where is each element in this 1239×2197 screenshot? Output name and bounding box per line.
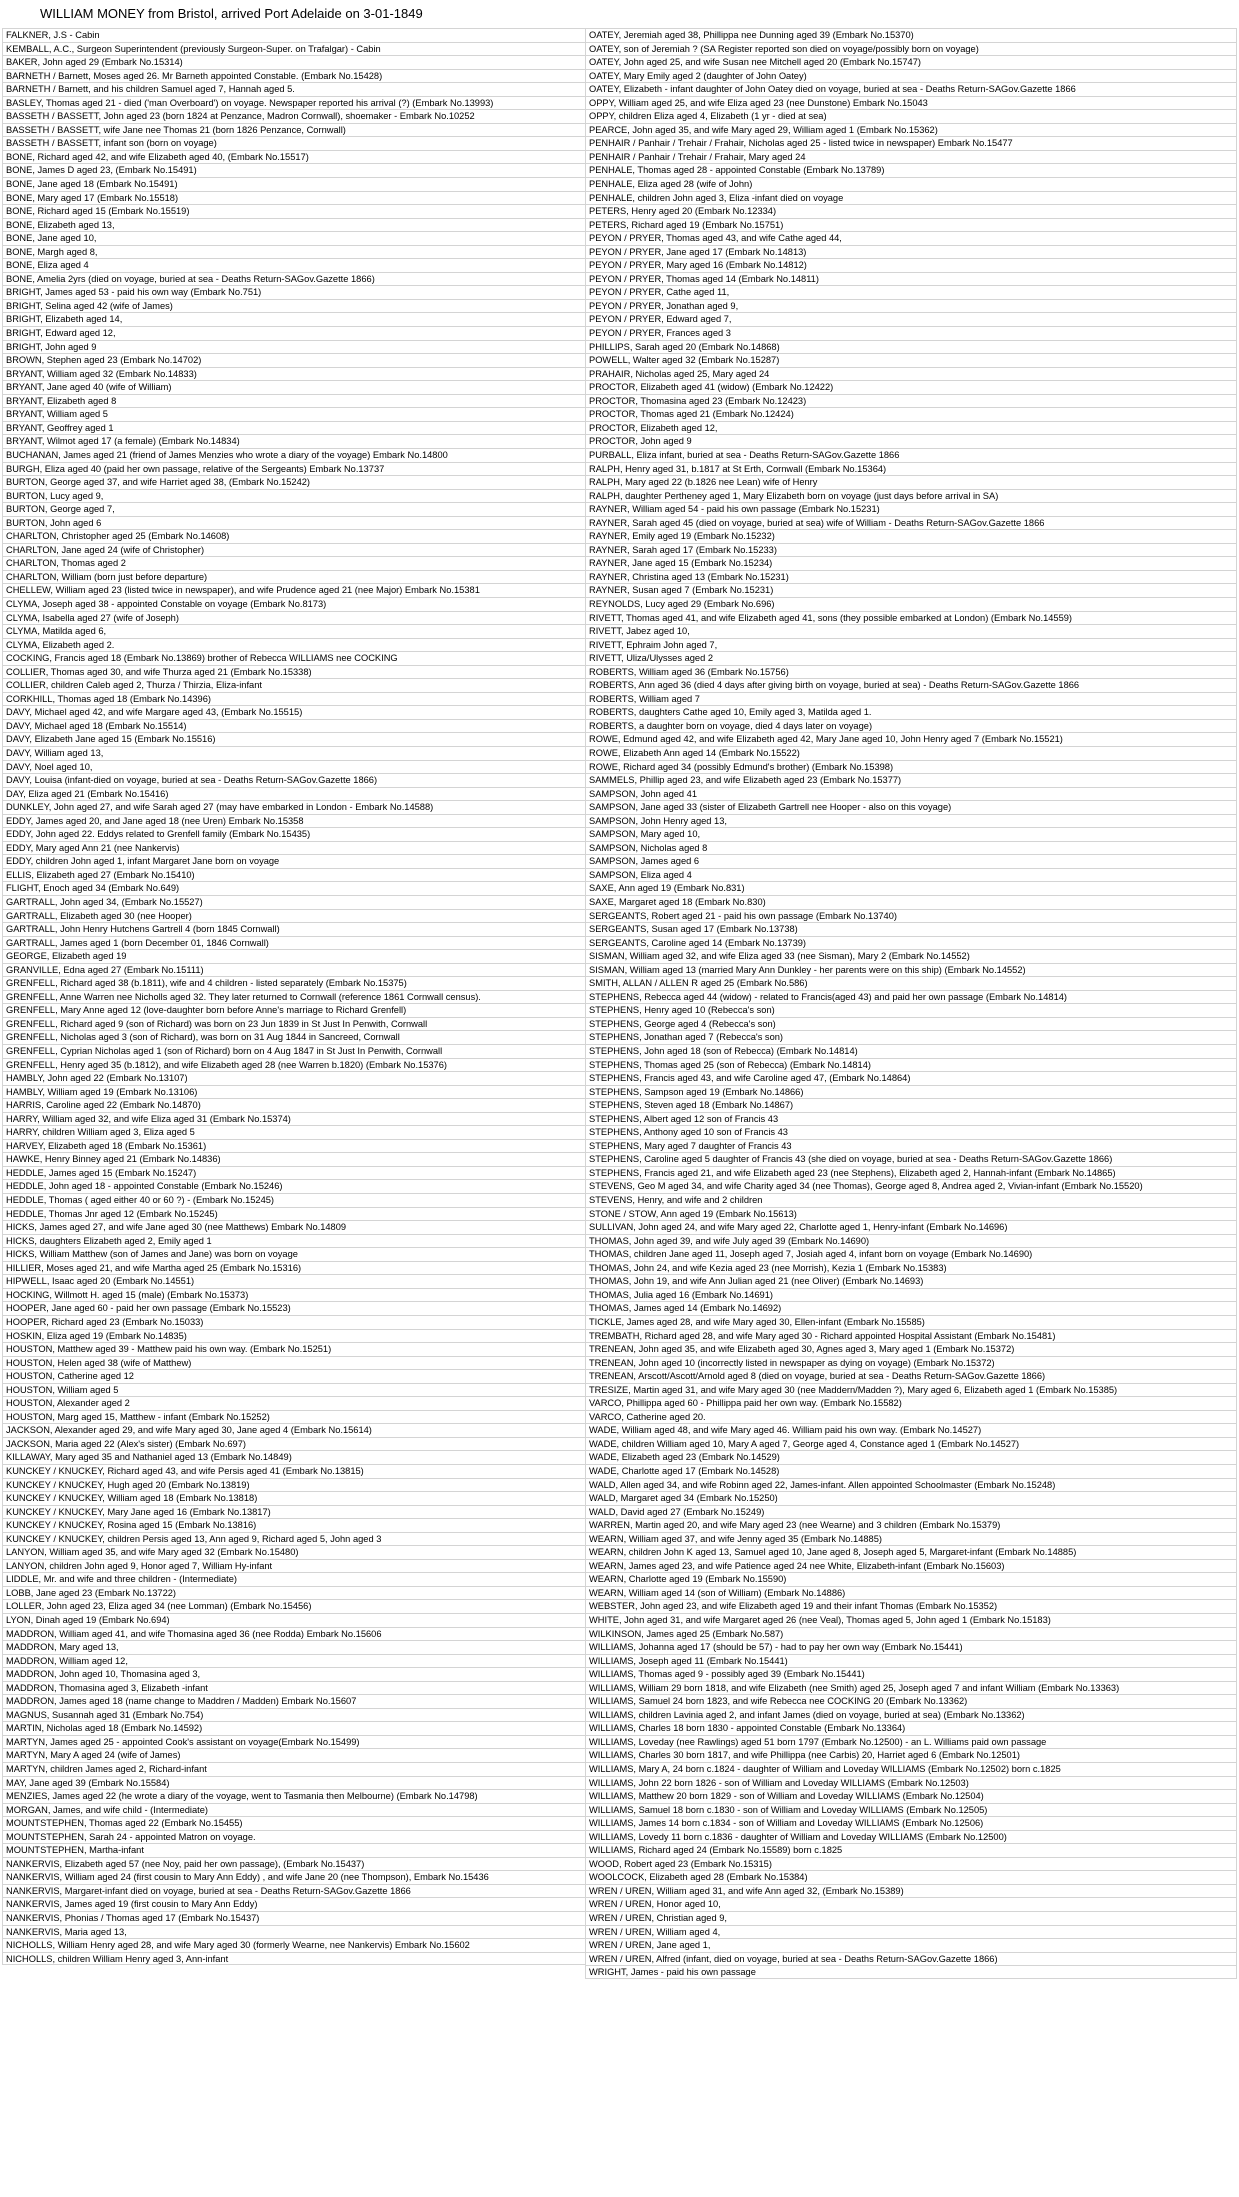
passenger-entry: REYNOLDS, Lucy aged 29 (Embark No.696) (585, 597, 1237, 611)
passenger-entry: WREN / UREN, Christian aged 9, (585, 1911, 1237, 1925)
passenger-entry: WILKINSON, James aged 25 (Embark No.587) (585, 1627, 1237, 1641)
passenger-entry: EDDY, Mary aged Ann 21 (nee Nankervis) (2, 841, 586, 855)
passenger-entry: BRYANT, Wilmot aged 17 (a female) (Embark No.14834) (2, 434, 586, 448)
passenger-entry: PEYON / PRYER, Mary aged 16 (Embark No.14812) (585, 258, 1237, 272)
passenger-entry: HOSKIN, Eliza aged 19 (Embark No.14835) (2, 1329, 586, 1343)
passenger-entry: BASSETH / BASSETT, infant son (born on voyage) (2, 136, 586, 150)
passenger-entry: HOCKING, Willmott H. aged 15 (male) (Embark No.15373) (2, 1288, 586, 1302)
passenger-entry: STEPHENS, Henry aged 10 (Rebecca's son) (585, 1003, 1237, 1017)
passenger-entry: POWELL, Walter aged 32 (Embark No.15287) (585, 353, 1237, 367)
passenger-entry: HARRY, children William aged 3, Eliza aged 5 (2, 1125, 586, 1139)
passenger-entry: STEPHENS, George aged 4 (Rebecca's son) (585, 1017, 1237, 1031)
passenger-entry: GRENFELL, Mary Anne aged 12 (love-daughter born before Anne's marriage to Richard Grenfell) (2, 1003, 586, 1017)
passenger-list-right (585, 28, 1237, 1979)
passenger-entry: BURTON, George aged 37, and wife Harriet aged 38, (Embark No.15242) (2, 475, 586, 489)
passenger-entry: DAVY, Elizabeth Jane aged 15 (Embark No.15516) (2, 732, 586, 746)
passenger-entry: NANKERVIS, Margaret-infant died on voyage, buried at sea - Deaths Return-SAGov.Gazette 1866 (2, 1884, 586, 1898)
passenger-entry: KUNCKEY / KNUCKEY, Hugh aged 20 (Embark No.13819) (2, 1478, 586, 1492)
passenger-entry: BROWN, Stephen aged 23 (Embark No.14702) (2, 353, 586, 367)
passenger-entry: PENHAIR / Panhair / Trehair / Frahair, Mary aged 24 (585, 150, 1237, 164)
passenger-entry: PENHALE, children John aged 3, Eliza -infant died on voyage (585, 191, 1237, 205)
passenger-entry: WILLIAMS, Matthew 20 born 1829 - son of William and Loveday WILLIAMS (Embark No.12504) (585, 1789, 1237, 1803)
passenger-entry: WOOD, Robert aged 23 (Embark No.15315) (585, 1857, 1237, 1871)
passenger-entry: CLYMA, Isabella aged 27 (wife of Joseph) (2, 611, 586, 625)
passenger-entry: PETERS, Henry aged 20 (Embark No.12334) (585, 204, 1237, 218)
passenger-entry: THOMAS, children Jane aged 11, Joseph aged 7, Josiah aged 4, infant born on voyage (Embark No.14690) (585, 1247, 1237, 1261)
passenger-entry: EDDY, John aged 22. Eddys related to Grenfell family (Embark No.15435) (2, 827, 586, 841)
passenger-entry: VARCO, Phillippa aged 60 - Phillippa paid her own way. (Embark No.15582) (585, 1396, 1237, 1410)
passenger-entry: SAMPSON, Eliza aged 4 (585, 868, 1237, 882)
passenger-entry: OPPY, William aged 25, and wife Eliza aged 23 (nee Dunstone) Embark No.15043 (585, 96, 1237, 110)
passenger-entry: OATEY, John aged 25, and wife Susan nee Mitchell aged 20 (Embark No.15747) (585, 55, 1237, 69)
passenger-entry: STEVENS, Geo M aged 34, and wife Charity aged 34 (nee Thomas), George aged 8, Andrea aged 2, Vivian-infant (Embark No.15520) (585, 1179, 1237, 1193)
passenger-entry: BONE, Eliza aged 4 (2, 258, 586, 272)
passenger-entry: BURGH, Eliza aged 40 (paid her own passage, relative of the Sergeants) Embark No.13737 (2, 462, 586, 476)
passenger-entry: WREN / UREN, Alfred (infant, died on voyage, buried at sea - Deaths Return-SAGov.Gazette 1866) (585, 1952, 1237, 1966)
passenger-entry: BRIGHT, John aged 9 (2, 340, 586, 354)
passenger-entry: CLYMA, Matilda aged 6, (2, 624, 586, 638)
passenger-entry: EDDY, James aged 20, and Jane aged 18 (nee Uren) Embark No.15358 (2, 814, 586, 828)
passenger-entry: MADDRON, William aged 12, (2, 1654, 586, 1668)
passenger-entry: COLLIER, Thomas aged 30, and wife Thurza aged 21 (Embark No.15338) (2, 665, 586, 679)
passenger-entry: BONE, Mary aged 17 (Embark No.15518) (2, 191, 586, 205)
passenger-entry: SERGEANTS, Robert aged 21 - paid his own passage (Embark No.13740) (585, 909, 1237, 923)
passenger-entry: PENHALE, Eliza aged 28 (wife of John) (585, 177, 1237, 191)
passenger-entry: HOUSTON, Marg aged 15, Matthew - infant (Embark No.15252) (2, 1410, 586, 1424)
passenger-entry: BRIGHT, James aged 53 - paid his own way (Embark No.751) (2, 285, 586, 299)
passenger-entry: COCKING, Francis aged 18 (Embark No.13869) brother of Rebecca WILLIAMS nee COCKING (2, 651, 586, 665)
passenger-entry: ROBERTS, William aged 36 (Embark No.15756) (585, 665, 1237, 679)
passenger-entry: WILLIAMS, Charles 30 born 1817, and wife Phillippa (nee Carbis) 20, Harriet aged 6 (Embark No.12501) (585, 1748, 1237, 1762)
passenger-entry: GRENFELL, Nicholas aged 3 (son of Richard), was born on 31 Aug 1844 in Sancreed, Cornwall (2, 1030, 586, 1044)
passenger-entry: SAMPSON, Jane aged 33 (sister of Elizabeth Gartrell nee Hooper - also on this voyage) (585, 800, 1237, 814)
passenger-entry: LYON, Dinah aged 19 (Embark No.694) (2, 1613, 586, 1627)
passenger-entry: BRYANT, William aged 32 (Embark No.14833) (2, 367, 586, 381)
passenger-entry: PENHAIR / Panhair / Trehair / Frahair, Nicholas aged 25 - listed twice in newspaper) Embark No.15477 (585, 136, 1237, 150)
passenger-entry: PEYON / PRYER, Jonathan aged 9, (585, 299, 1237, 313)
passenger-entry: DAVY, Michael aged 42, and wife Margare aged 43, (Embark No.15515) (2, 705, 586, 719)
passenger-entry: BURTON, George aged 7, (2, 502, 586, 516)
passenger-entry: WADE, children William aged 10, Mary A aged 7, George aged 4, Constance aged 1 (Embark No.14527) (585, 1437, 1237, 1451)
passenger-entry: MAGNUS, Susannah aged 31 (Embark No.754) (2, 1708, 586, 1722)
passenger-entry: RIVETT, Jabez aged 10, (585, 624, 1237, 638)
passenger-entry: LIDDLE, Mr. and wife and three children - (Intermediate) (2, 1572, 586, 1586)
passenger-entry: BONE, Richard aged 15 (Embark No.15519) (2, 204, 586, 218)
passenger-list-left (2, 28, 586, 1965)
passenger-entry: VARCO, Catherine aged 20. (585, 1410, 1237, 1424)
passenger-entry: BRYANT, Jane aged 40 (wife of William) (2, 380, 586, 394)
passenger-entry: BONE, Jane aged 18 (Embark No.15491) (2, 177, 586, 191)
passenger-entry: OATEY, Mary Emily aged 2 (daughter of John Oatey) (585, 69, 1237, 83)
passenger-entry: STEPHENS, Francis aged 21, and wife Elizabeth aged 23 (nee Stephens), Elizabeth aged 2, Hannah-infant (Embark No.14865) (585, 1166, 1237, 1180)
passenger-entry: CHARLTON, Jane aged 24 (wife of Christopher) (2, 543, 586, 557)
passenger-entry: KUNCKEY / KNUCKEY, Rosina aged 15 (Embark No.13816) (2, 1518, 586, 1532)
passenger-entry: JACKSON, Maria aged 22 (Alex's sister) (Embark No.697) (2, 1437, 586, 1451)
passenger-entry: OATEY, Jeremiah aged 38, Phillippa nee Dunning aged 39 (Embark No.15370) (585, 28, 1237, 42)
passenger-entry: NANKERVIS, Phonias / Thomas aged 17 (Embark No.15437) (2, 1911, 586, 1925)
passenger-entry: WILLIAMS, Samuel 18 born c.1830 - son of William and Loveday WILLIAMS (Embark No.12505) (585, 1803, 1237, 1817)
passenger-entry: THOMAS, Julia aged 16 (Embark No.14691) (585, 1288, 1237, 1302)
passenger-entry: WILLIAMS, John 22 born 1826 - son of William and Loveday WILLIAMS (Embark No.12503) (585, 1776, 1237, 1790)
page-title: WILLIAM MONEY from Bristol, arrived Port Adelaide on 3-01-1849 (40, 6, 423, 21)
passenger-entry: THOMAS, John aged 39, and wife July aged 39 (Embark No.14690) (585, 1234, 1237, 1248)
passenger-entry: WILLIAMS, children Lavinia aged 2, and infant James (died on voyage, buried at sea) (Embark No.13362) (585, 1708, 1237, 1722)
passenger-entry: HAMBLY, William aged 19 (Embark No.13106) (2, 1085, 586, 1099)
passenger-entry: PROCTOR, John aged 9 (585, 434, 1237, 448)
passenger-entry: THOMAS, John 19, and wife Ann Julian aged 21 (nee Oliver) (Embark No.14693) (585, 1274, 1237, 1288)
passenger-entry: DAVY, Louisa (infant-died on voyage, buried at sea - Deaths Return-SAGov.Gazette 1866) (2, 773, 586, 787)
passenger-entry: LANYON, William aged 35, and wife Mary aged 32 (Embark No.15480) (2, 1545, 586, 1559)
passenger-entry: PROCTOR, Thomasina aged 23 (Embark No.12423) (585, 394, 1237, 408)
passenger-entry: MENZIES, James aged 22 (he wrote a diary of the voyage, went to Tasmania then Melbourne) (Embark No.14798) (2, 1789, 586, 1803)
passenger-entry: WOOLCOCK, Elizabeth aged 28 (Embark No.15384) (585, 1870, 1237, 1884)
passenger-entry: CHELLEW, William aged 23 (listed twice in newspaper), and wife Prudence aged 21 (nee Major) Embark No.15381 (2, 583, 586, 597)
passenger-entry: STEPHENS, Caroline aged 5 daughter of Francis 43 (she died on voyage, buried at sea - Deaths Return-SAGov.Gazette 1866) (585, 1152, 1237, 1166)
passenger-entry: HICKS, James aged 27, and wife Jane aged 30 (nee Matthews) Embark No.14809 (2, 1220, 586, 1234)
passenger-entry: PETERS, Richard aged 19 (Embark No.15751) (585, 218, 1237, 232)
passenger-entry: MADDRON, Mary aged 13, (2, 1640, 586, 1654)
passenger-entry: NANKERVIS, Elizabeth aged 57 (nee Noy, paid her own passage), (Embark No.15437) (2, 1857, 586, 1871)
passenger-entry: CORKHILL, Thomas aged 18 (Embark No.14396) (2, 692, 586, 706)
passenger-entry: WREN / UREN, Honor aged 10, (585, 1897, 1237, 1911)
passenger-entry: SAXE, Margaret aged 18 (Embark No.830) (585, 895, 1237, 909)
passenger-entry: WEARN, William aged 37, and wife Jenny aged 35 (Embark No.14885) (585, 1532, 1237, 1546)
passenger-entry: RALPH, daughter Pertheney aged 1, Mary Elizabeth born on voyage (just days before arrival in SA) (585, 489, 1237, 503)
passenger-entry: ROBERTS, William aged 7 (585, 692, 1237, 706)
passenger-entry: NICHOLLS, children William Henry aged 3, Ann-infant (2, 1952, 586, 1966)
passenger-entry: GRENFELL, Anne Warren nee Nicholls aged 32. They later returned to Cornwall (reference 1861 Cornwall census). (2, 990, 586, 1004)
passenger-entry: GEORGE, Elizabeth aged 19 (2, 949, 586, 963)
passenger-entry: MOUNTSTEPHEN, Sarah 24 - appointed Matron on voyage. (2, 1830, 586, 1844)
passenger-entry: TRENEAN, John aged 10 (incorrectly listed in newspaper as dying on voyage) (Embark No.15372) (585, 1356, 1237, 1370)
passenger-entry: HEDDLE, Thomas ( aged either 40 or 60 ?) - (Embark No.15245) (2, 1193, 586, 1207)
passenger-entry: WREN / UREN, William aged 31, and wife Ann aged 32, (Embark No.15389) (585, 1884, 1237, 1898)
passenger-entry: CHARLTON, Thomas aged 2 (2, 556, 586, 570)
passenger-entry: KUNCKEY / KNUCKEY, Mary Jane aged 16 (Embark No.13817) (2, 1505, 586, 1519)
passenger-entry: BARNETH / Barnett, Moses aged 26. Mr Barneth appointed Constable. (Embark No.15428) (2, 69, 586, 83)
passenger-entry: WRIGHT, James - paid his own passage (585, 1965, 1237, 1979)
passenger-entry: HARVEY, Elizabeth aged 18 (Embark No.15361) (2, 1139, 586, 1153)
passenger-entry: STEPHENS, John aged 18 (son of Rebecca) (Embark No.14814) (585, 1044, 1237, 1058)
passenger-entry: ROWE, Richard aged 34 (possibly Edmund's brother) (Embark No.15398) (585, 760, 1237, 774)
passenger-entry: KUNCKEY / KNUCKEY, Richard aged 43, and wife Persis aged 41 (Embark No.13815) (2, 1464, 586, 1478)
passenger-entry: WILLIAMS, Mary A, 24 born c.1824 - daughter of William and Loveday WILLIAMS (Embark No.12502) born c.1825 (585, 1762, 1237, 1776)
passenger-entry: CLYMA, Elizabeth aged 2. (2, 638, 586, 652)
passenger-entry: THOMAS, James aged 14 (Embark No.14692) (585, 1301, 1237, 1315)
passenger-entry: WEBSTER, John aged 23, and wife Elizabeth aged 19 and their infant Thomas (Embark No.15352) (585, 1599, 1237, 1613)
passenger-entry: NANKERVIS, James aged 19 (first cousin to Mary Ann Eddy) (2, 1897, 586, 1911)
passenger-entry: CLYMA, Joseph aged 38 - appointed Constable on voyage (Embark No.8173) (2, 597, 586, 611)
passenger-entry: TICKLE, James aged 28, and wife Mary aged 30, Ellen-infant (Embark No.15585) (585, 1315, 1237, 1329)
passenger-entry: STEPHENS, Albert aged 12 son of Francis 43 (585, 1112, 1237, 1126)
passenger-entry: BARNETH / Barnett, and his children Samuel aged 7, Hannah aged 5. (2, 82, 586, 96)
passenger-entry: WILLIAMS, Lovedy 11 born c.1836 - daughter of William and Loveday WILLIAMS (Embark No.12500) (585, 1830, 1237, 1844)
passenger-entry: OATEY, son of Jeremiah ? (SA Register reported son died on voyage/possibly born on voyage) (585, 42, 1237, 56)
passenger-entry: ELLIS, Elizabeth aged 27 (Embark No.15410) (2, 868, 586, 882)
passenger-entry: STEPHENS, Thomas aged 25 (son of Rebecca) (Embark No.14814) (585, 1058, 1237, 1072)
passenger-entry: RAYNER, Christina aged 13 (Embark No.15231) (585, 570, 1237, 584)
passenger-entry: DAVY, Michael aged 18 (Embark No.15514) (2, 719, 586, 733)
passenger-entry: WILLIAMS, Joseph aged 11 (Embark No.15441) (585, 1654, 1237, 1668)
passenger-entry: WEARN, William aged 14 (son of William) (Embark No.14886) (585, 1586, 1237, 1600)
passenger-entry: PEYON / PRYER, Thomas aged 14 (Embark No.14811) (585, 272, 1237, 286)
passenger-entry: WILLIAMS, Johanna aged 17 (should be 57) - had to pay her own way (Embark No.15441) (585, 1640, 1237, 1654)
passenger-entry: BRYANT, Geoffrey aged 1 (2, 421, 586, 435)
passenger-entry: WARREN, Martin aged 20, and wife Mary aged 23 (nee Wearne) and 3 children (Embark No.15379) (585, 1518, 1237, 1532)
passenger-entry: PHILLIPS, Sarah aged 20 (Embark No.14868) (585, 340, 1237, 354)
passenger-entry: RAYNER, Sarah aged 17 (Embark No.15233) (585, 543, 1237, 557)
passenger-entry: BONE, Richard aged 42, and wife Elizabeth aged 40, (Embark No.15517) (2, 150, 586, 164)
passenger-entry: BASSETH / BASSETT, wife Jane nee Thomas 21 (born 1826 Penzance, Cornwall) (2, 123, 586, 137)
passenger-entry: PENHALE, Thomas aged 28 - appointed Constable (Embark No.13789) (585, 163, 1237, 177)
passenger-entry: OPPY, children Eliza aged 4, Elizabeth (1 yr - died at sea) (585, 109, 1237, 123)
passenger-entry: TRENEAN, John aged 35, and wife Elizabeth aged 30, Agnes aged 3, Mary aged 1 (Embark No.15372) (585, 1342, 1237, 1356)
passenger-entry: PRAHAIR, Nicholas aged 25, Mary aged 24 (585, 367, 1237, 381)
passenger-entry: ROBERTS, daughters Cathe aged 10, Emily aged 3, Matilda aged 1. (585, 705, 1237, 719)
passenger-entry: BASLEY, Thomas aged 21 - died ('man Overboard') on voyage. Newspaper reported his arrival (?) (Embark No.13993) (2, 96, 586, 110)
passenger-entry: MARTYN, children James aged 2, Richard-infant (2, 1762, 586, 1776)
passenger-entry: WREN / UREN, William aged 4, (585, 1925, 1237, 1939)
passenger-entry: JACKSON, Alexander aged 29, and wife Mary aged 30, Jane aged 4 (Embark No.15614) (2, 1423, 586, 1437)
passenger-entry: STEPHENS, Steven aged 18 (Embark No.14867) (585, 1098, 1237, 1112)
passenger-entry: BRIGHT, Elizabeth aged 14, (2, 312, 586, 326)
passenger-entry: WADE, Charlotte aged 17 (Embark No.14528) (585, 1464, 1237, 1478)
passenger-entry: STEPHENS, Sampson aged 19 (Embark No.14866) (585, 1085, 1237, 1099)
passenger-entry: WALD, Margaret aged 34 (Embark No.15250) (585, 1491, 1237, 1505)
passenger-entry: RAYNER, Emily aged 19 (Embark No.15232) (585, 529, 1237, 543)
passenger-entry: OATEY, Elizabeth - infant daughter of John Oatey died on voyage, buried at sea - Deaths Return-SAGov.Gazette 1866 (585, 82, 1237, 96)
passenger-entry: SERGEANTS, Susan aged 17 (Embark No.13738) (585, 922, 1237, 936)
passenger-entry: BRYANT, William aged 5 (2, 407, 586, 421)
passenger-entry: HOUSTON, Helen aged 38 (wife of Matthew) (2, 1356, 586, 1370)
passenger-entry: HEDDLE, James aged 15 (Embark No.15247) (2, 1166, 586, 1180)
passenger-entry: SAMPSON, Mary aged 10, (585, 827, 1237, 841)
passenger-entry: PEYON / PRYER, Frances aged 3 (585, 326, 1237, 340)
passenger-entry: WADE, William aged 48, and wife Mary aged 46. William paid his own way. (Embark No.14527) (585, 1423, 1237, 1437)
passenger-entry: HIPWELL, Isaac aged 20 (Embark No.14551) (2, 1274, 586, 1288)
passenger-entry: TREMBATH, Richard aged 28, and wife Mary aged 30 - Richard appointed Hospital Assistant (Embark No.15481) (585, 1329, 1237, 1343)
passenger-entry: PEARCE, John aged 35, and wife Mary aged 29, William aged 1 (Embark No.15362) (585, 123, 1237, 137)
passenger-entry: HARRIS, Caroline aged 22 (Embark No.14870) (2, 1098, 586, 1112)
passenger-entry: WILLIAMS, Thomas aged 9 - possibly aged 39 (Embark No.15441) (585, 1667, 1237, 1681)
passenger-entry: STEVENS, Henry, and wife and 2 children (585, 1193, 1237, 1207)
passenger-entry: STEPHENS, Francis aged 43, and wife Caroline aged 47, (Embark No.14864) (585, 1071, 1237, 1085)
passenger-entry: BONE, James D aged 23, (Embark No.15491) (2, 163, 586, 177)
passenger-entry: WREN / UREN, Jane aged 1, (585, 1938, 1237, 1952)
passenger-entry: GARTRALL, John Henry Hutchens Gartrell 4 (born 1845 Cornwall) (2, 922, 586, 936)
passenger-entry: CHARLTON, William (born just before departure) (2, 570, 586, 584)
passenger-entry: HICKS, William Matthew (son of James and Jane) was born on voyage (2, 1247, 586, 1261)
passenger-entry: PEYON / PRYER, Cathe aged 11, (585, 285, 1237, 299)
passenger-entry: STEPHENS, Rebecca aged 44 (widow) - related to Francis(aged 43) and paid her own passage (Embark No.14814) (585, 990, 1237, 1004)
passenger-entry: GRENFELL, Cyprian Nicholas aged 1 (son of Richard) born on 4 Aug 1847 in St Just In Penwith, Cornwall (2, 1044, 586, 1058)
passenger-entry: SAXE, Ann aged 19 (Embark No.831) (585, 881, 1237, 895)
passenger-entry: PROCTOR, Elizabeth aged 12, (585, 421, 1237, 435)
passenger-entry: GARTRALL, John aged 34, (Embark No.15527) (2, 895, 586, 909)
passenger-entry: NANKERVIS, William aged 24 (first cousin to Mary Ann Eddy) , and wife Jane 20 (nee Thompson), Embark No.15436 (2, 1870, 586, 1884)
passenger-entry: HOOPER, Jane aged 60 - paid her own passage (Embark No.15523) (2, 1301, 586, 1315)
passenger-entry: LOLLER, John aged 23, Eliza aged 34 (nee Lomman) (Embark No.15456) (2, 1599, 586, 1613)
passenger-entry: DAVY, Noel aged 10, (2, 760, 586, 774)
passenger-entry: EDDY, children John aged 1, infant Margaret Jane born on voyage (2, 854, 586, 868)
passenger-entry: STONE / STOW, Ann aged 19 (Embark No.15613) (585, 1207, 1237, 1221)
passenger-entry: WEARN, children John K aged 13, Samuel aged 10, Jane aged 8, Joseph aged 5, Margaret-infant (Embark No.14885) (585, 1545, 1237, 1559)
passenger-entry: HICKS, daughters Elizabeth aged 2, Emily aged 1 (2, 1234, 586, 1248)
passenger-entry: HILLIER, Moses aged 21, and wife Martha aged 25 (Embark No.15316) (2, 1261, 586, 1275)
passenger-entry: BASSETH / BASSETT, John aged 23 (born 1824 at Penzance, Madron Cornwall), shoemaker - Embark No.10252 (2, 109, 586, 123)
passenger-entry: TRENEAN, Arscott/Ascott/Arnold aged 8 (died on voyage, buried at sea - Deaths Return-SAGov.Gazette 1866) (585, 1369, 1237, 1383)
passenger-entry: RAYNER, Sarah aged 45 (died on voyage, buried at sea) wife of William - Deaths Return-SAGov.Gazette 1866 (585, 516, 1237, 530)
passenger-entry: KILLAWAY, Mary aged 35 and Nathaniel aged 13 (Embark No.14849) (2, 1450, 586, 1464)
passenger-entry: MADDRON, William aged 41, and wife Thomasina aged 36 (nee Rodda) Embark No.15606 (2, 1627, 586, 1641)
passenger-entry: HAWKE, Henry Binney aged 21 (Embark No.14836) (2, 1152, 586, 1166)
passenger-entry: STEPHENS, Mary aged 7 daughter of Francis 43 (585, 1139, 1237, 1153)
passenger-entry: BRYANT, Elizabeth aged 8 (2, 394, 586, 408)
passenger-entry: KUNCKEY / KNUCKEY, children Persis aged 13, Ann aged 9, Richard aged 5, John aged 3 (2, 1532, 586, 1546)
passenger-entry: BRIGHT, Selina aged 42 (wife of James) (2, 299, 586, 313)
passenger-entry: ROBERTS, Ann aged 36 (died 4 days after giving birth on voyage, buried at sea) - Deaths Return-SAGov.Gazette 1866 (585, 678, 1237, 692)
passenger-entry: WEARN, James aged 23, and wife Patience aged 24 nee White, Elizabeth-infant (Embark No.15603) (585, 1559, 1237, 1573)
passenger-entry: RAYNER, Susan aged 7 (Embark No.15231) (585, 583, 1237, 597)
passenger-entry: LOBB, Jane aged 23 (Embark No.13722) (2, 1586, 586, 1600)
passenger-entry: WHITE, John aged 31, and wife Margaret aged 26 (nee Veal), Thomas aged 5, John aged 1 (Embark No.15183) (585, 1613, 1237, 1627)
passenger-entry: HEDDLE, John aged 18 - appointed Constable (Embark No.15246) (2, 1179, 586, 1193)
passenger-entry: LANYON, children John aged 9, Honor aged 7, William Hy-infant (2, 1559, 586, 1573)
passenger-entry: MORGAN, James, and wife child - (Intermediate) (2, 1803, 586, 1817)
passenger-entry: PROCTOR, Thomas aged 21 (Embark No.12424) (585, 407, 1237, 421)
passenger-entry: THOMAS, John 24, and wife Kezia aged 23 (nee Morrish), Kezia 1 (Embark No.15383) (585, 1261, 1237, 1275)
passenger-entry: RIVETT, Ephraim John aged 7, (585, 638, 1237, 652)
passenger-entry: ROWE, Elizabeth Ann aged 14 (Embark No.15522) (585, 746, 1237, 760)
passenger-entry: KUNCKEY / KNUCKEY, William aged 18 (Embark No.13818) (2, 1491, 586, 1505)
passenger-entry: BONE, Jane aged 10, (2, 231, 586, 245)
passenger-entry: SULLIVAN, John aged 24, and wife Mary aged 22, Charlotte aged 1, Henry-infant (Embark No.14696) (585, 1220, 1237, 1234)
passenger-entry: WALD, Allen aged 34, and wife Robinn aged 22, James-infant. Allen appointed Schoolmaster (Embark No.15248) (585, 1478, 1237, 1492)
passenger-entry: SISMAN, William aged 13 (married Mary Ann Dunkley - her parents were on this ship) (Embark No.14552) (585, 963, 1237, 977)
passenger-entry: HAMBLY, John aged 22 (Embark No.13107) (2, 1071, 586, 1085)
passenger-entry: SAMPSON, John Henry aged 13, (585, 814, 1237, 828)
passenger-entry: HOUSTON, Catherine aged 12 (2, 1369, 586, 1383)
passenger-entry: FLIGHT, Enoch aged 34 (Embark No.649) (2, 881, 586, 895)
passenger-entry: WILLIAMS, Charles 18 born 1830 - appointed Constable (Embark No.13364) (585, 1721, 1237, 1735)
passenger-entry: CHARLTON, Christopher aged 25 (Embark No.14608) (2, 529, 586, 543)
passenger-entry: STEPHENS, Anthony aged 10 son of Francis 43 (585, 1125, 1237, 1139)
passenger-entry: STEPHENS, Jonathan aged 7 (Rebecca's son) (585, 1030, 1237, 1044)
passenger-entry: HOOPER, Richard aged 23 (Embark No.15033) (2, 1315, 586, 1329)
passenger-entry: BONE, Elizabeth aged 13, (2, 218, 586, 232)
passenger-entry: SAMPSON, John aged 41 (585, 787, 1237, 801)
passenger-entry: HOUSTON, William aged 5 (2, 1383, 586, 1397)
passenger-entry: BRIGHT, Edward aged 12, (2, 326, 586, 340)
passenger-entry: MAY, Jane aged 39 (Embark No.15584) (2, 1776, 586, 1790)
passenger-entry: GRENFELL, Richard aged 9 (son of Richard) was born on 23 Jun 1839 in St Just In Penwith, Cornwall (2, 1017, 586, 1031)
passenger-entry: BURTON, John aged 6 (2, 516, 586, 530)
passenger-entry: BONE, Margh aged 8, (2, 245, 586, 259)
passenger-entry: SAMPSON, Nicholas aged 8 (585, 841, 1237, 855)
passenger-entry: WILLIAMS, Samuel 24 born 1823, and wife Rebecca nee COCKING 20 (Embark No.13362) (585, 1694, 1237, 1708)
passenger-entry: HOUSTON, Matthew aged 39 - Matthew paid his own way. (Embark No.15251) (2, 1342, 586, 1356)
passenger-entry: PEYON / PRYER, Jane aged 17 (Embark No.14813) (585, 245, 1237, 259)
passenger-entry: PEYON / PRYER, Edward aged 7, (585, 312, 1237, 326)
passenger-entry: WILLIAMS, Loveday (nee Rawlings) aged 51 born 1797 (Embark No.12500) - an L. Williams paid own passage (585, 1735, 1237, 1749)
passenger-entry: SMITH, ALLAN / ALLEN R aged 25 (Embark No.586) (585, 976, 1237, 990)
passenger-entry: WILLIAMS, James 14 born c.1834 - son of William and Loveday WILLIAMS (Embark No.12506) (585, 1816, 1237, 1830)
passenger-entry: WEARN, Charlotte aged 19 (Embark No.15590) (585, 1572, 1237, 1586)
passenger-entry: RALPH, Henry aged 31, b.1817 at St Erth, Cornwall (Embark No.15364) (585, 462, 1237, 476)
passenger-entry: RALPH, Mary aged 22 (b.1826 nee Lean) wife of Henry (585, 475, 1237, 489)
passenger-entry: WALD, David aged 27 (Embark No.15249) (585, 1505, 1237, 1519)
passenger-entry: COLLIER, children Caleb aged 2, Thurza / Thirzia, Eliza-infant (2, 678, 586, 692)
passenger-entry: WILLIAMS, William 29 born 1818, and wife Elizabeth (nee Smith) aged 25, Joseph aged 7 and infant William (Embark No.13363) (585, 1681, 1237, 1695)
passenger-entry: RAYNER, William aged 54 - paid his own passage (Embark No.15231) (585, 502, 1237, 516)
passenger-entry: NICHOLLS, William Henry aged 28, and wife Mary aged 30 (formerly Wearne, nee Nankervis) Embark No.15602 (2, 1938, 586, 1952)
passenger-entry: RIVETT, Thomas aged 41, and wife Elizabeth aged 41, sons (they possible embarked at London) (Embark No.14559) (585, 611, 1237, 625)
passenger-entry: ROWE, Edmund aged 42, and wife Elizabeth aged 42, Mary Jane aged 10, John Henry aged 7 (Embark No.15521) (585, 732, 1237, 746)
passenger-entry: MADDRON, Thomasina aged 3, Elizabeth -infant (2, 1681, 586, 1695)
passenger-entry: NANKERVIS, Maria aged 13, (2, 1925, 586, 1939)
passenger-entry: SAMMELS, Phillip aged 23, and wife Elizabeth aged 23 (Embark No.15377) (585, 773, 1237, 787)
passenger-entry: HEDDLE, Thomas Jnr aged 12 (Embark No.15245) (2, 1207, 586, 1221)
passenger-entry: GARTRALL, James aged 1 (born December 01, 1846 Cornwall) (2, 936, 586, 950)
passenger-entry: RIVETT, Uliza/Ulysses aged 2 (585, 651, 1237, 665)
passenger-entry: SAMPSON, James aged 6 (585, 854, 1237, 868)
passenger-entry: SISMAN, William aged 32, and wife Eliza aged 33 (nee Sisman), Mary 2 (Embark No.14552) (585, 949, 1237, 963)
passenger-entry: HOUSTON, Alexander aged 2 (2, 1396, 586, 1410)
passenger-entry: BAKER, John aged 29 (Embark No.15314) (2, 55, 586, 69)
passenger-entry: MARTIN, Nicholas aged 18 (Embark No.14592) (2, 1721, 586, 1735)
passenger-entry: MARTYN, James aged 25 - appointed Cook's assistant on voyage(Embark No.15499) (2, 1735, 586, 1749)
passenger-entry: WADE, Elizabeth aged 23 (Embark No.14529) (585, 1450, 1237, 1464)
passenger-entry: PEYON / PRYER, Thomas aged 43, and wife Cathe aged 44, (585, 231, 1237, 245)
passenger-entry: MOUNTSTEPHEN, Thomas aged 22 (Embark No.15455) (2, 1816, 586, 1830)
passenger-entry: PROCTOR, Elizabeth aged 41 (widow) (Embark No.12422) (585, 380, 1237, 394)
passenger-entry: BUCHANAN, James aged 21 (friend of James Menzies who wrote a diary of the voyage) Embark No.14800 (2, 448, 586, 462)
passenger-entry: GRENFELL, Richard aged 38 (b.1811), wife and 4 children - listed separately (Embark No.15375) (2, 976, 586, 990)
passenger-entry: DUNKLEY, John aged 27, and wife Sarah aged 27 (may have embarked in London - Embark No.14588) (2, 800, 586, 814)
passenger-entry: MARTYN, Mary A aged 24 (wife of James) (2, 1748, 586, 1762)
passenger-entry: SERGEANTS, Caroline aged 14 (Embark No.13739) (585, 936, 1237, 950)
passenger-entry: FALKNER, J.S - Cabin (2, 28, 586, 42)
passenger-entry: GRENFELL, Henry aged 35 (b.1812), and wife Elizabeth aged 28 (nee Warren b.1820) (Embark No.15376) (2, 1058, 586, 1072)
passenger-entry: MOUNTSTEPHEN, Martha-infant (2, 1843, 586, 1857)
passenger-entry: HARRY, William aged 32, and wife Eliza aged 31 (Embark No.15374) (2, 1112, 586, 1126)
passenger-entry: GRANVILLE, Edna aged 27 (Embark No.15111) (2, 963, 586, 977)
passenger-entry: TRESIZE, Martin aged 31, and wife Mary aged 30 (nee Maddern/Madden ?), Mary aged 6, Elizabeth aged 1 (Embark No.15385) (585, 1383, 1237, 1397)
passenger-entry: BONE, Amelia 2yrs (died on voyage, buried at sea - Deaths Return-SAGov.Gazette 1866) (2, 272, 586, 286)
passenger-entry: RAYNER, Jane aged 15 (Embark No.15234) (585, 556, 1237, 570)
passenger-entry: MADDRON, James aged 18 (name change to Maddren / Madden) Embark No.15607 (2, 1694, 586, 1708)
passenger-entry: BURTON, Lucy aged 9, (2, 489, 586, 503)
passenger-entry: ROBERTS, a daughter born on voyage, died 4 days later on voyage) (585, 719, 1237, 733)
passenger-entry: MADDRON, John aged 10, Thomasina aged 3, (2, 1667, 586, 1681)
passenger-entry: PURBALL, Eliza infant, buried at sea - Deaths Return-SAGov.Gazette 1866 (585, 448, 1237, 462)
passenger-entry: DAVY, William aged 13, (2, 746, 586, 760)
passenger-entry: KEMBALL, A.C., Surgeon Superintendent (previously Surgeon-Super. on Trafalgar) - Cabin (2, 42, 586, 56)
passenger-entry: DAY, Eliza aged 21 (Embark No.15416) (2, 787, 586, 801)
passenger-entry: WILLIAMS, Richard aged 24 (Embark No.15589) born c.1825 (585, 1843, 1237, 1857)
passenger-entry: GARTRALL, Elizabeth aged 30 (nee Hooper) (2, 909, 586, 923)
